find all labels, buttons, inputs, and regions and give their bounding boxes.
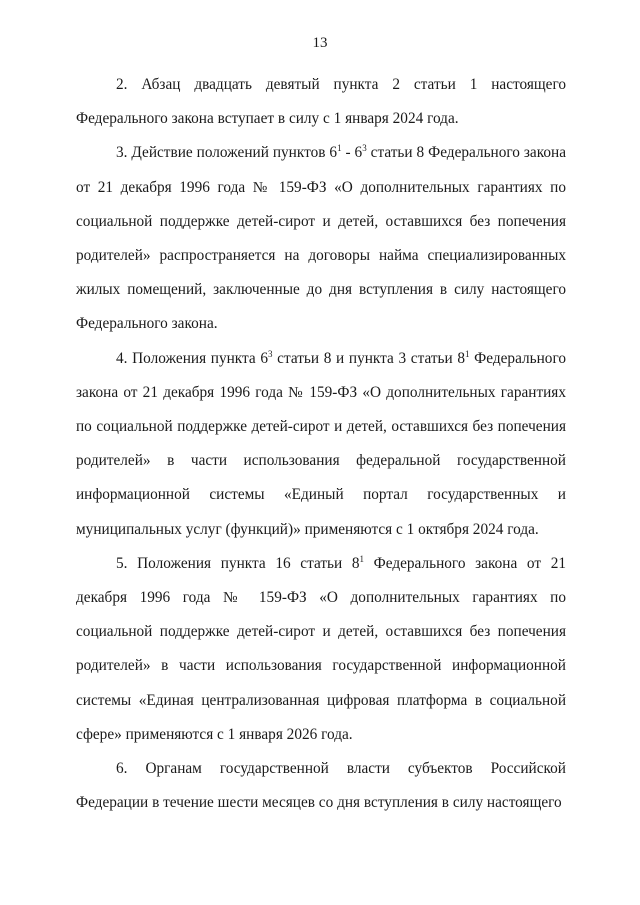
paragraph-2-text: 2. Абзац двадцать девятый пункта 2 статьи 1 настоящего Федерального закона вступает в силу с 1 января 2024 года. (76, 76, 566, 128)
paragraph-3-text: 3. Действие положений пунктов 6 (116, 144, 338, 162)
paragraph-4-text: 4. Положения пункта 6 (116, 349, 268, 367)
paragraph-6-text: 6. Органам государственной власти субъектов Российской Федерации в течение шести месяцев со дня вступления в силу настоящего (76, 760, 566, 812)
paragraph-5 (76, 547, 566, 752)
superscript: 3 (362, 143, 367, 154)
paragraph-4-text: Федерального закона от 21 декабря 1996 года № 159-ФЗ «О дополнительных гарантиях по социальной поддержке детей-сирот и детей, оставшихся без попечения родителей» в части использования федеральной государственной информационной системы «Единый портал государственных и муниципальных услуг (функций)» применяются с 1 октября 2024 года. (76, 349, 566, 538)
paragraph-3 (76, 136, 566, 341)
paragraph-3-text: статьи 8 Федерального закона от 21 декабря 1996 года № 159-ФЗ «О дополнительных гарантиях по социальной поддержке детей-сирот и детей, оставшихся без попечения родителей» распространяется на договоры найма специализированных жилых помещений, заключенные до дня вступления в силу настоящего Федерального закона. (76, 144, 566, 333)
paragraph-2 (76, 68, 566, 136)
superscript: 1 (359, 553, 364, 564)
superscript: 1 (337, 143, 342, 154)
page-number: 13 (312, 35, 328, 51)
paragraph-4 (76, 342, 566, 547)
paragraph-3-text: - 6 (341, 144, 363, 162)
paragraph-5-text: 5. Положения пункта 16 статьи 8 (116, 554, 360, 572)
paragraph-4-text: статьи 8 и пункта 3 статьи 8 (272, 349, 466, 367)
paragraph-6 (76, 752, 566, 820)
superscript: 3 (268, 348, 273, 359)
paragraph-5-text: Федерального закона от 21 декабря 1996 года № 159-ФЗ «О дополнительных гарантиях по социальной поддержке детей-сирот и детей, оставшихся без попечения родителей» в части использования государственной информационной системы «Единая централизованная цифровая платформа в социальной сфере» применяются с 1 января 2026 года. (76, 554, 566, 743)
body-text (76, 68, 566, 820)
superscript: 1 (465, 348, 470, 359)
